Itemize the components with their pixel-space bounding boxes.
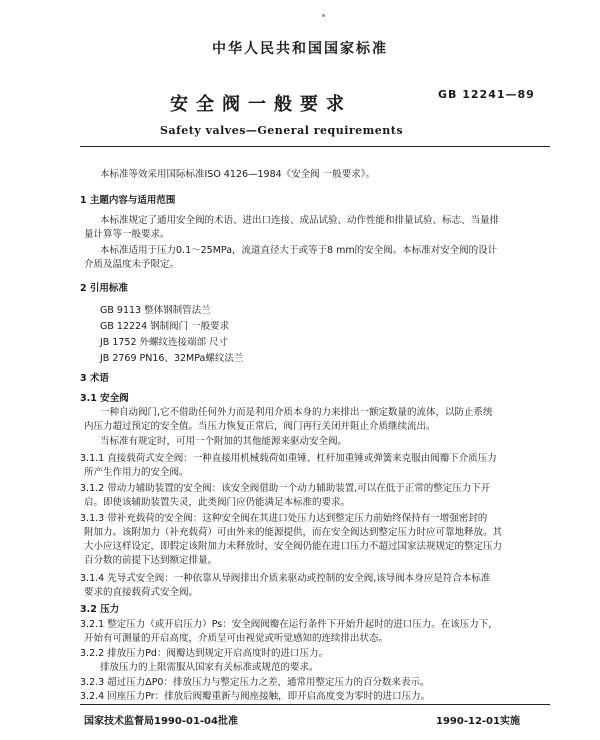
s31-line1: 一种自动阀门,它不借助任何外力而是利用介质本身的力来排出一额定数量的流体，以防止系统 (100, 407, 493, 418)
reference-item: JB 1752 外螺纹连接端部 尺寸 (100, 337, 229, 348)
scan-mark (322, 14, 325, 17)
s1-p1-line2: 量计算等一般要求。 (84, 229, 170, 240)
s1-p2-line2: 介质及温度未予限定。 (84, 259, 180, 270)
national-standard-header: 中华人民共和国国家标准 (212, 41, 388, 57)
section-3-heading: 3 术语 (80, 373, 109, 384)
s314-line1: 3.1.4 先导式安全阀：一种依靠从导阀排出介质来驱动或控制的安全阀,该导阀本身应是符合本标准 (80, 573, 491, 584)
intro-paragraph: 本标准等效采用国际标准ISO 4126—1984《安全阀 一般要求》。 (100, 169, 375, 180)
s313-line3: 大小应这样设定，即假定该附加力未释放时，安全阀仍能在进口压力不超过国家法规规定的整定压力 (84, 541, 503, 552)
s313-line2: 附加力。该附加力（补充载荷）可由外来的能源提供，而在安全阀达到整定压力时应可靠地释放。其 (84, 527, 503, 538)
s324-line1: 3.2.4 回座压力Pr：排放后阀瓣重新与阀座接触，即开启高度变为零时的进口压力。 (80, 691, 431, 702)
reference-item: GB 12224 钢制阀门 一般要求 (100, 321, 230, 332)
s314-line2: 要求的直接载荷式安全阀。 (84, 587, 199, 598)
section-2-heading: 2 引用标准 (80, 283, 128, 294)
effective-date: 1990-12-01实施 (436, 716, 520, 727)
s313-line1: 3.1.3 带补充载荷的安全阀：这种安全阀在其进口处压力达到整定压力前始终保持有一增强密封的 (80, 513, 488, 524)
reference-item: JB 2769 PN16、32MPa螺纹法兰 (100, 353, 244, 364)
s322-line2: 排放压力的上限需服从国家有关标准或规范的要求。 (100, 662, 319, 673)
section-3-1-heading: 3.1 安全阀 (80, 393, 129, 404)
s323-line1: 3.2.3 超过压力ΔP0：排放压力与整定压力之差，通常用整定压力的百分数来表示。 (80, 677, 430, 688)
s1-p1-line1: 本标准规定了通用安全阀的术语、进出口连接、成品试验、动作性能和排量试验、标志、当量排 (100, 215, 500, 226)
section-3-2-heading: 3.2 压力 (80, 604, 120, 615)
english-title: Safety valves—General requirements (160, 124, 404, 137)
s322-line1: 3.2.2 排放压力Pd：阀瓣达到规定开启高度时的进口压力。 (80, 648, 328, 659)
top-rule (80, 146, 550, 147)
standard-code: GB 12241—89 (438, 88, 535, 101)
s1-p2-line1: 本标准适用于压力0.1～25MPa，流道直径大于或等于8 mm的安全阀。本标准对安全阀的设计 (100, 245, 498, 256)
s31-line3: 当标准有规定时，可用一个附加的其他能源来驱动安全阀。 (100, 436, 348, 447)
s311-line2: 所产生作用力的安全阀。 (84, 467, 189, 478)
s31-line2: 内压力超过预定的安全值。当压力恢复正常后，阀门再行关闭并阻止介质继续流出。 (84, 421, 436, 432)
s321-line1: 3.2.1 整定压力（或开启压力）Ps：安全阀阀瓣在运行条件下开始升起时的进口压力。在该压力下， (80, 619, 498, 630)
approval-date: 国家技术监督局1990-01-04批准 (84, 716, 238, 727)
s321-line2: 开始有可测量的开启高度，介质呈可由视觉或听觉感知的连续排出状态。 (84, 633, 389, 644)
section-1-heading: 1 主题内容与适用范围 (80, 195, 176, 206)
s311-line1: 3.1.1 直接载荷式安全阀：一种直接用机械载荷如重锤、杠杆加重锤或弹簧来克服由阀瓣下介质压力 (80, 453, 497, 464)
s313-line4: 百分数的前提下达到额定排量。 (84, 555, 218, 566)
s312-line2: 启。即使该辅助装置失灵，此类阀门应仍能满足本标准的要求。 (84, 497, 351, 508)
bottom-rule (80, 704, 550, 705)
document-title: 安全阀一般要求 (170, 94, 352, 115)
reference-item: GB 9113 整体钢制管法兰 (100, 305, 211, 316)
s312-line1: 3.1.2 带动力辅助装置的安全阀：该安全阀借助一个动力辅助装置,可以在低于正常的整定压力下开 (80, 483, 491, 494)
